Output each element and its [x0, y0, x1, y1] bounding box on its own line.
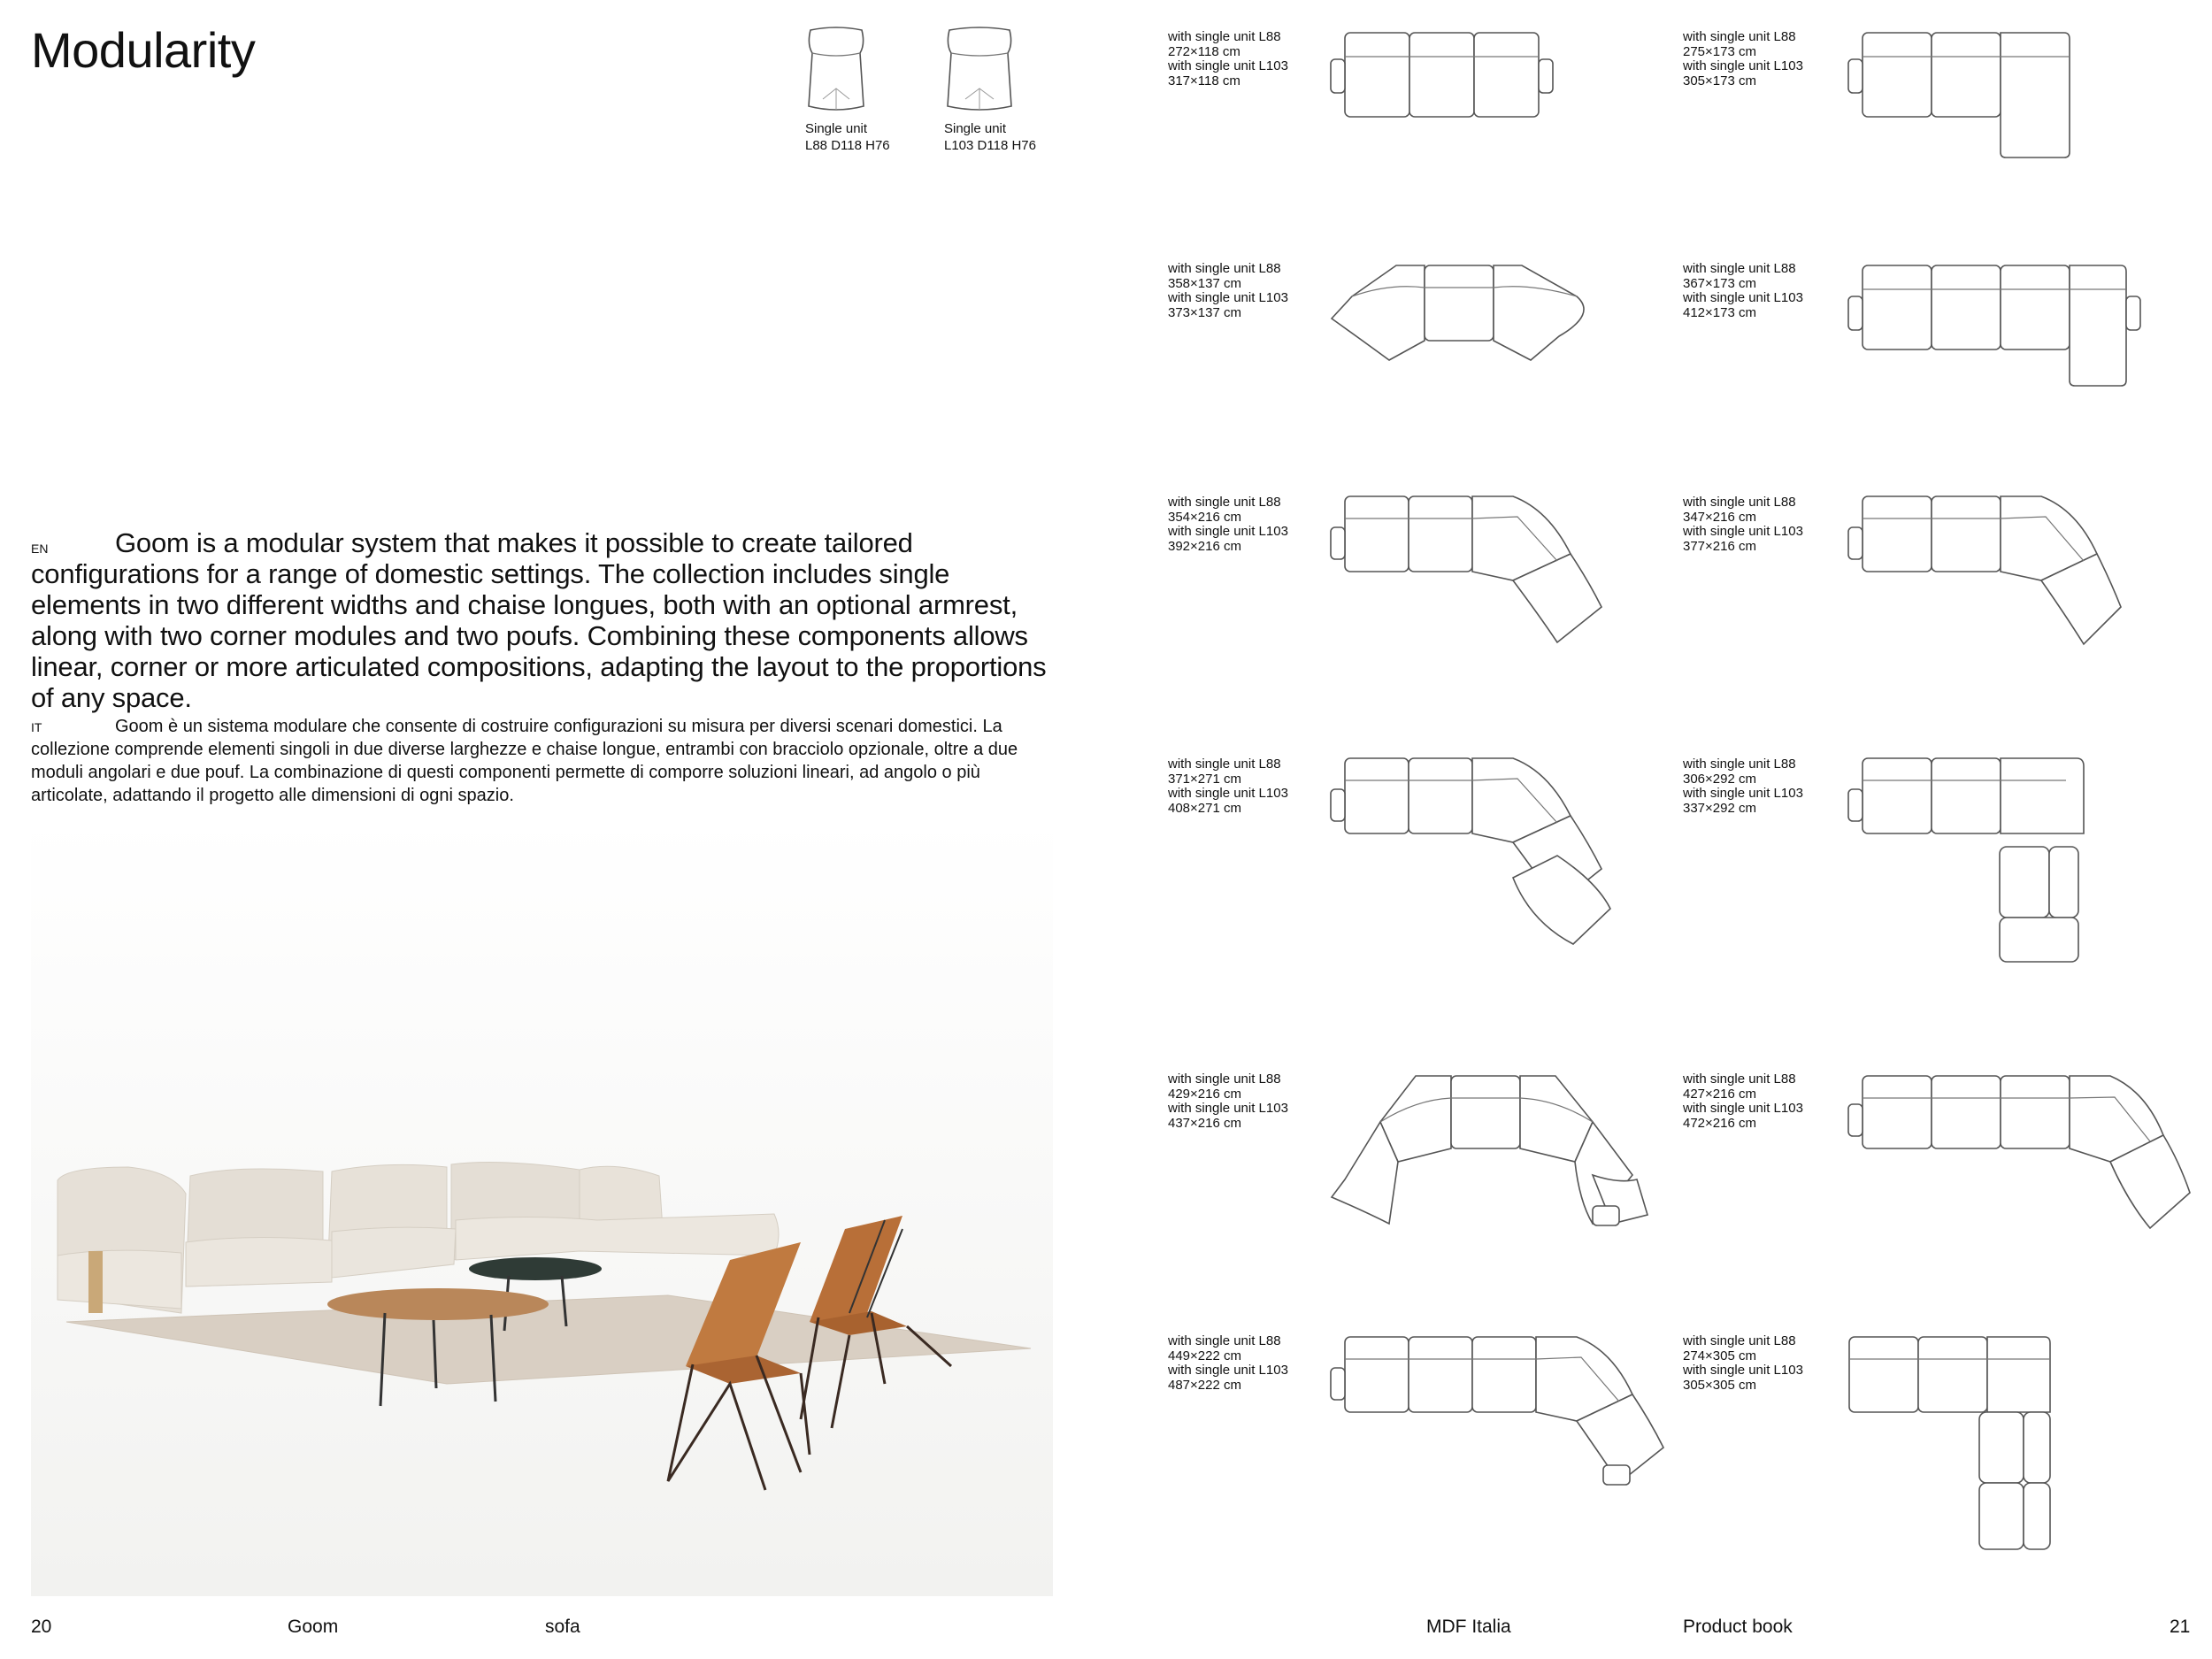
- product-photo: [31, 818, 1053, 1596]
- config-plan-3: [1327, 261, 1601, 363]
- config-label-2: [1683, 30, 1851, 88]
- it-tag: IT: [31, 720, 42, 734]
- config-plan-8: [1845, 754, 2093, 966]
- config-12-l103-label: with single unit L103: [1683, 1363, 1803, 1378]
- config-label-1: [1168, 30, 1336, 88]
- config-10-l88-label: with single unit L88: [1683, 1071, 1796, 1087]
- config-label-11: [1168, 1334, 1336, 1393]
- config-plan-1: [1327, 28, 1557, 117]
- footer-product: Goom: [288, 1617, 339, 1637]
- config-7-l88-dims: 371×271 cm: [1168, 771, 1241, 787]
- config-1-l103-dims: 317×118 cm: [1168, 73, 1240, 88]
- config-9-l88-dims: 429×216 cm: [1168, 1086, 1241, 1102]
- config-label-3: [1168, 262, 1336, 320]
- config-label-9: [1168, 1072, 1336, 1131]
- config-label-8: [1683, 757, 1851, 816]
- config-6-l88-label: with single unit L88: [1683, 495, 1796, 510]
- config-2-l88-dims: 275×173 cm: [1683, 43, 1756, 59]
- config-1-l103-label: with single unit L103: [1168, 58, 1288, 73]
- config-8-l103-dims: 337×292 cm: [1683, 800, 1756, 816]
- config-3-l103-label: with single unit L103: [1168, 290, 1288, 305]
- config-label-7: [1168, 757, 1336, 816]
- config-6-l88-dims: 347×216 cm: [1683, 509, 1756, 525]
- page-number-left: 20: [31, 1617, 52, 1637]
- config-10-l103-dims: 472×216 cm: [1683, 1115, 1756, 1131]
- en-tag: EN: [31, 541, 49, 556]
- config-11-l88-label: with single unit L88: [1168, 1333, 1281, 1348]
- config-8-l103-label: with single unit L103: [1683, 786, 1803, 801]
- description-it-text: Goom è un sistema modulare che consente di costruire configurazioni su misura per diversi scenari domestici. La collezione comprende elementi singoli in due diverse larghezze e chaise longue, entrambi con bracciolo opzionale, oltre a due moduli angolari e due pouf. La combinazione di questi componenti permette di comporre soluzioni lineari, ad angolo o più articolate, adattando il progetto alle dimensioni di ogni spazio.: [31, 717, 1018, 805]
- single-unit-l103-name: Single unit: [944, 121, 1007, 136]
- single-unit-l88-name: Single unit: [805, 121, 868, 136]
- config-7-l103-label: with single unit L103: [1168, 786, 1288, 801]
- config-7-l88-label: with single unit L88: [1168, 757, 1281, 772]
- config-12-l88-label: with single unit L88: [1683, 1333, 1796, 1348]
- footer-book: Product book: [1683, 1617, 1793, 1637]
- single-unit-l88: [805, 27, 956, 154]
- page-number-right: 21: [2170, 1617, 2191, 1637]
- config-12-l103-dims: 305×305 cm: [1683, 1377, 1756, 1393]
- config-label-12: [1683, 1334, 1851, 1393]
- config-8-l88-label: with single unit L88: [1683, 757, 1796, 772]
- config-plan-2: [1845, 28, 2075, 161]
- page-title: Modularity: [31, 22, 256, 78]
- config-plan-10: [1845, 1069, 2190, 1233]
- config-plan-4: [1845, 261, 2146, 389]
- footer-brand: MDF Italia: [1426, 1617, 1511, 1637]
- config-plan-6: [1845, 492, 2128, 651]
- config-plan-7: [1327, 754, 1628, 953]
- config-9-l103-label: with single unit L103: [1168, 1101, 1288, 1116]
- config-label-5: [1168, 495, 1336, 554]
- config-2-l103-dims: 305×173 cm: [1683, 73, 1756, 88]
- config-label-6: [1683, 495, 1851, 554]
- config-plan-12: [1845, 1333, 2057, 1554]
- config-10-l88-dims: 427×216 cm: [1683, 1086, 1756, 1102]
- config-11-l88-dims: 449×222 cm: [1168, 1348, 1241, 1363]
- config-12-l88-dims: 274×305 cm: [1683, 1348, 1756, 1363]
- config-3-l103-dims: 373×137 cm: [1168, 304, 1241, 320]
- description-it: [31, 715, 1057, 807]
- config-2-l88-label: with single unit L88: [1683, 29, 1796, 44]
- description-en-text: Goom is a modular system that makes it possible to create tailored configurations for a range of domestic settings. The collection includes single elements in two different widths and chaise longues, both with an optional armrest, along with two corner modules and two poufs. Combining these components allows linear, corner or more articulated compositions, adapting the layout to the proportions of any space.: [31, 527, 1047, 713]
- config-9-l88-label: with single unit L88: [1168, 1071, 1281, 1087]
- config-5-l103-label: with single unit L103: [1168, 524, 1288, 539]
- config-5-l103-dims: 392×216 cm: [1168, 538, 1241, 554]
- single-unit-l103: [944, 27, 1094, 154]
- config-plan-9: [1327, 1069, 1655, 1233]
- config-4-l88-label: with single unit L88: [1683, 261, 1796, 276]
- description-en: [31, 527, 1048, 713]
- config-5-l88-dims: 354×216 cm: [1168, 509, 1241, 525]
- config-10-l103-label: with single unit L103: [1683, 1101, 1803, 1116]
- config-11-l103-label: with single unit L103: [1168, 1363, 1288, 1378]
- config-6-l103-label: with single unit L103: [1683, 524, 1803, 539]
- config-1-l88-label: with single unit L88: [1168, 29, 1281, 44]
- config-label-4: [1683, 262, 1851, 320]
- config-4-l103-dims: 412×173 cm: [1683, 304, 1756, 320]
- config-3-l88-label: with single unit L88: [1168, 261, 1281, 276]
- single-unit-l103-dims: L103 D118 H76: [944, 138, 1036, 153]
- config-3-l88-dims: 358×137 cm: [1168, 275, 1241, 291]
- config-5-l88-label: with single unit L88: [1168, 495, 1281, 510]
- config-9-l103-dims: 437×216 cm: [1168, 1115, 1241, 1131]
- config-4-l88-dims: 367×173 cm: [1683, 275, 1756, 291]
- config-1-l88-dims: 272×118 cm: [1168, 43, 1240, 59]
- config-plan-11: [1327, 1333, 1681, 1496]
- config-plan-5: [1327, 492, 1610, 651]
- config-7-l103-dims: 408×271 cm: [1168, 800, 1241, 816]
- footer-category: sofa: [545, 1617, 580, 1637]
- config-4-l103-label: with single unit L103: [1683, 290, 1803, 305]
- single-unit-l88-dims: L88 D118 H76: [805, 138, 890, 153]
- config-2-l103-label: with single unit L103: [1683, 58, 1803, 73]
- config-6-l103-dims: 377×216 cm: [1683, 538, 1756, 554]
- single-unit-l88-drawing: [805, 27, 867, 115]
- single-unit-l103-drawing: [944, 27, 1015, 115]
- config-8-l88-dims: 306×292 cm: [1683, 771, 1756, 787]
- config-11-l103-dims: 487×222 cm: [1168, 1377, 1241, 1393]
- config-label-10: [1683, 1072, 1851, 1131]
